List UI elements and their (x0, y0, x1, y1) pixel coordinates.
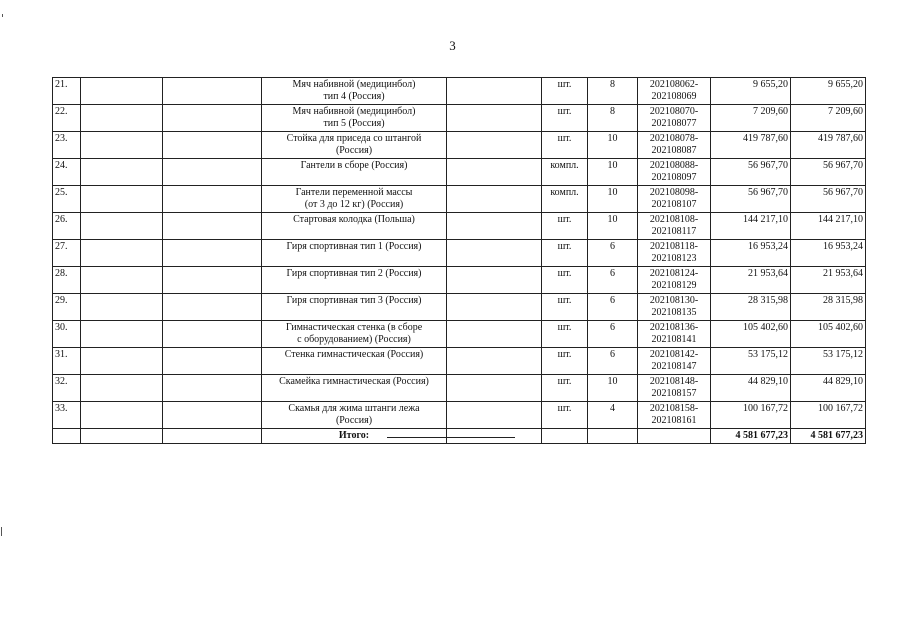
item-name: Гиря спортивная тип 2 (Россия) (262, 267, 447, 294)
sum: 419 787,60 (791, 132, 866, 159)
row-number: 23. (53, 132, 81, 159)
item-name: Стойка для приседа со штангой (Россия) (262, 132, 447, 159)
inventory-code: 202108142- 202108147 (638, 348, 711, 375)
items-table (52, 77, 866, 444)
item-name: Мяч набивной (медицинбол) тип 4 (Россия) (262, 78, 447, 105)
table-cell (163, 267, 262, 294)
unit: шт. (542, 213, 588, 240)
table-cell (81, 78, 163, 105)
row-number: 28. (53, 267, 81, 294)
table-cell (447, 321, 542, 348)
inventory-code: 202108148- 202108157 (638, 375, 711, 402)
table-cell (447, 213, 542, 240)
table-row (53, 159, 866, 186)
table-row (53, 348, 866, 375)
table-row (53, 132, 866, 159)
quantity: 6 (588, 348, 638, 375)
unit: компл. (542, 186, 588, 213)
quantity: 10 (588, 132, 638, 159)
table-cell (163, 240, 262, 267)
table-cell (163, 78, 262, 105)
table-cell (163, 105, 262, 132)
sum: 56 967,70 (791, 186, 866, 213)
table-cell (81, 240, 163, 267)
inventory-code: 202108098- 202108107 (638, 186, 711, 213)
unit: компл. (542, 159, 588, 186)
table-cell (81, 213, 163, 240)
margin-mark (2, 14, 3, 17)
table-cell (447, 267, 542, 294)
margin-mark (1, 527, 2, 536)
unit: шт. (542, 78, 588, 105)
row-number: 32. (53, 375, 81, 402)
sum: 9 655,20 (791, 78, 866, 105)
quantity: 6 (588, 294, 638, 321)
item-name: Стенка гимнастическая (Россия) (262, 348, 447, 375)
closing-line (387, 437, 515, 438)
row-number: 22. (53, 105, 81, 132)
total-row (53, 429, 866, 444)
table-cell (447, 105, 542, 132)
table-cell (163, 402, 262, 429)
quantity: 8 (588, 78, 638, 105)
inventory-code: 202108078- 202108087 (638, 132, 711, 159)
table-row (53, 294, 866, 321)
quantity: 10 (588, 186, 638, 213)
price: 44 829,10 (711, 375, 791, 402)
table-cell (163, 294, 262, 321)
table-cell (53, 429, 81, 444)
inventory-code: 202108062- 202108069 (638, 78, 711, 105)
sum: 7 209,60 (791, 105, 866, 132)
item-name: Стартовая колодка (Польша) (262, 213, 447, 240)
table-cell (163, 159, 262, 186)
item-name: Гиря спортивная тип 3 (Россия) (262, 294, 447, 321)
table-row (53, 240, 866, 267)
sum: 21 953,64 (791, 267, 866, 294)
table-cell (163, 429, 262, 444)
table-row (53, 105, 866, 132)
row-number: 21. (53, 78, 81, 105)
sum: 100 167,72 (791, 402, 866, 429)
unit: шт. (542, 294, 588, 321)
table-cell (447, 294, 542, 321)
quantity: 8 (588, 105, 638, 132)
table-cell (447, 375, 542, 402)
sum: 144 217,10 (791, 213, 866, 240)
price: 56 967,70 (711, 159, 791, 186)
table-cell (542, 429, 588, 444)
table-cell (81, 402, 163, 429)
table-cell (163, 132, 262, 159)
table-cell (638, 429, 711, 444)
table-cell (81, 429, 163, 444)
table-cell (81, 375, 163, 402)
unit: шт. (542, 267, 588, 294)
table-row (53, 267, 866, 294)
table-cell (163, 348, 262, 375)
table-row (53, 402, 866, 429)
table-cell (163, 213, 262, 240)
item-name: Гантели переменной массы (от 3 до 12 кг) (Россия) (262, 186, 447, 213)
table-cell (447, 429, 542, 444)
item-name: Гиря спортивная тип 1 (Россия) (262, 240, 447, 267)
inventory-code: 202108118- 202108123 (638, 240, 711, 267)
table-cell (447, 402, 542, 429)
price: 53 175,12 (711, 348, 791, 375)
inventory-code: 202108124- 202108129 (638, 267, 711, 294)
unit: шт. (542, 375, 588, 402)
table-cell (81, 105, 163, 132)
price: 21 953,64 (711, 267, 791, 294)
table-row (53, 321, 866, 348)
item-name: Гантели в сборе (Россия) (262, 159, 447, 186)
inventory-code: 202108130- 202108135 (638, 294, 711, 321)
sum: 28 315,98 (791, 294, 866, 321)
item-name: Гимнастическая стенка (в сборе с оборудованием) (Россия) (262, 321, 447, 348)
table-body (53, 78, 866, 429)
quantity: 10 (588, 213, 638, 240)
inventory-code: 202108136- 202108141 (638, 321, 711, 348)
price: 144 217,10 (711, 213, 791, 240)
row-number: 30. (53, 321, 81, 348)
row-number: 33. (53, 402, 81, 429)
row-number: 29. (53, 294, 81, 321)
table-cell (81, 321, 163, 348)
table-cell (81, 132, 163, 159)
price: 56 967,70 (711, 186, 791, 213)
unit: шт. (542, 240, 588, 267)
price: 7 209,60 (711, 105, 791, 132)
table-cell (163, 375, 262, 402)
quantity: 10 (588, 375, 638, 402)
table-cell (81, 294, 163, 321)
total-label: Итого: (262, 429, 447, 444)
quantity: 6 (588, 267, 638, 294)
inventory-code: 202108108- 202108117 (638, 213, 711, 240)
unit: шт. (542, 132, 588, 159)
unit: шт. (542, 348, 588, 375)
row-number: 27. (53, 240, 81, 267)
price: 9 655,20 (711, 78, 791, 105)
inventory-code: 202108088- 202108097 (638, 159, 711, 186)
item-name: Скамейка гимнастическая (Россия) (262, 375, 447, 402)
table-row (53, 375, 866, 402)
price: 105 402,60 (711, 321, 791, 348)
total-sum: 4 581 677,23 (791, 429, 866, 444)
sum: 44 829,10 (791, 375, 866, 402)
item-name: Мяч набивной (медицинбол) тип 5 (Россия) (262, 105, 447, 132)
table-cell (447, 132, 542, 159)
price: 16 953,24 (711, 240, 791, 267)
inventory-code: 202108158- 202108161 (638, 402, 711, 429)
price: 28 315,98 (711, 294, 791, 321)
sum: 105 402,60 (791, 321, 866, 348)
unit: шт. (542, 321, 588, 348)
sum: 16 953,24 (791, 240, 866, 267)
table-cell (588, 429, 638, 444)
table-cell (447, 186, 542, 213)
row-number: 31. (53, 348, 81, 375)
page-number: 3 (449, 38, 456, 53)
row-number: 26. (53, 213, 81, 240)
quantity: 10 (588, 159, 638, 186)
quantity: 6 (588, 321, 638, 348)
unit: шт. (542, 105, 588, 132)
row-number: 25. (53, 186, 81, 213)
table-cell (81, 159, 163, 186)
table-row (53, 213, 866, 240)
item-name: Скамья для жима штанги лежа (Россия) (262, 402, 447, 429)
table-cell (447, 78, 542, 105)
table-cell (447, 159, 542, 186)
quantity: 6 (588, 240, 638, 267)
sum: 56 967,70 (791, 159, 866, 186)
inventory-code: 202108070- 202108077 (638, 105, 711, 132)
row-number: 24. (53, 159, 81, 186)
table-cell (163, 321, 262, 348)
table-row (53, 186, 866, 213)
table-cell (447, 348, 542, 375)
unit: шт. (542, 402, 588, 429)
sum: 53 175,12 (791, 348, 866, 375)
table-cell (163, 186, 262, 213)
table-cell (447, 240, 542, 267)
total-price: 4 581 677,23 (711, 429, 791, 444)
table-cell (81, 267, 163, 294)
table-cell (81, 348, 163, 375)
price: 100 167,72 (711, 402, 791, 429)
table-row (53, 78, 866, 105)
table-cell (81, 186, 163, 213)
quantity: 4 (588, 402, 638, 429)
price: 419 787,60 (711, 132, 791, 159)
